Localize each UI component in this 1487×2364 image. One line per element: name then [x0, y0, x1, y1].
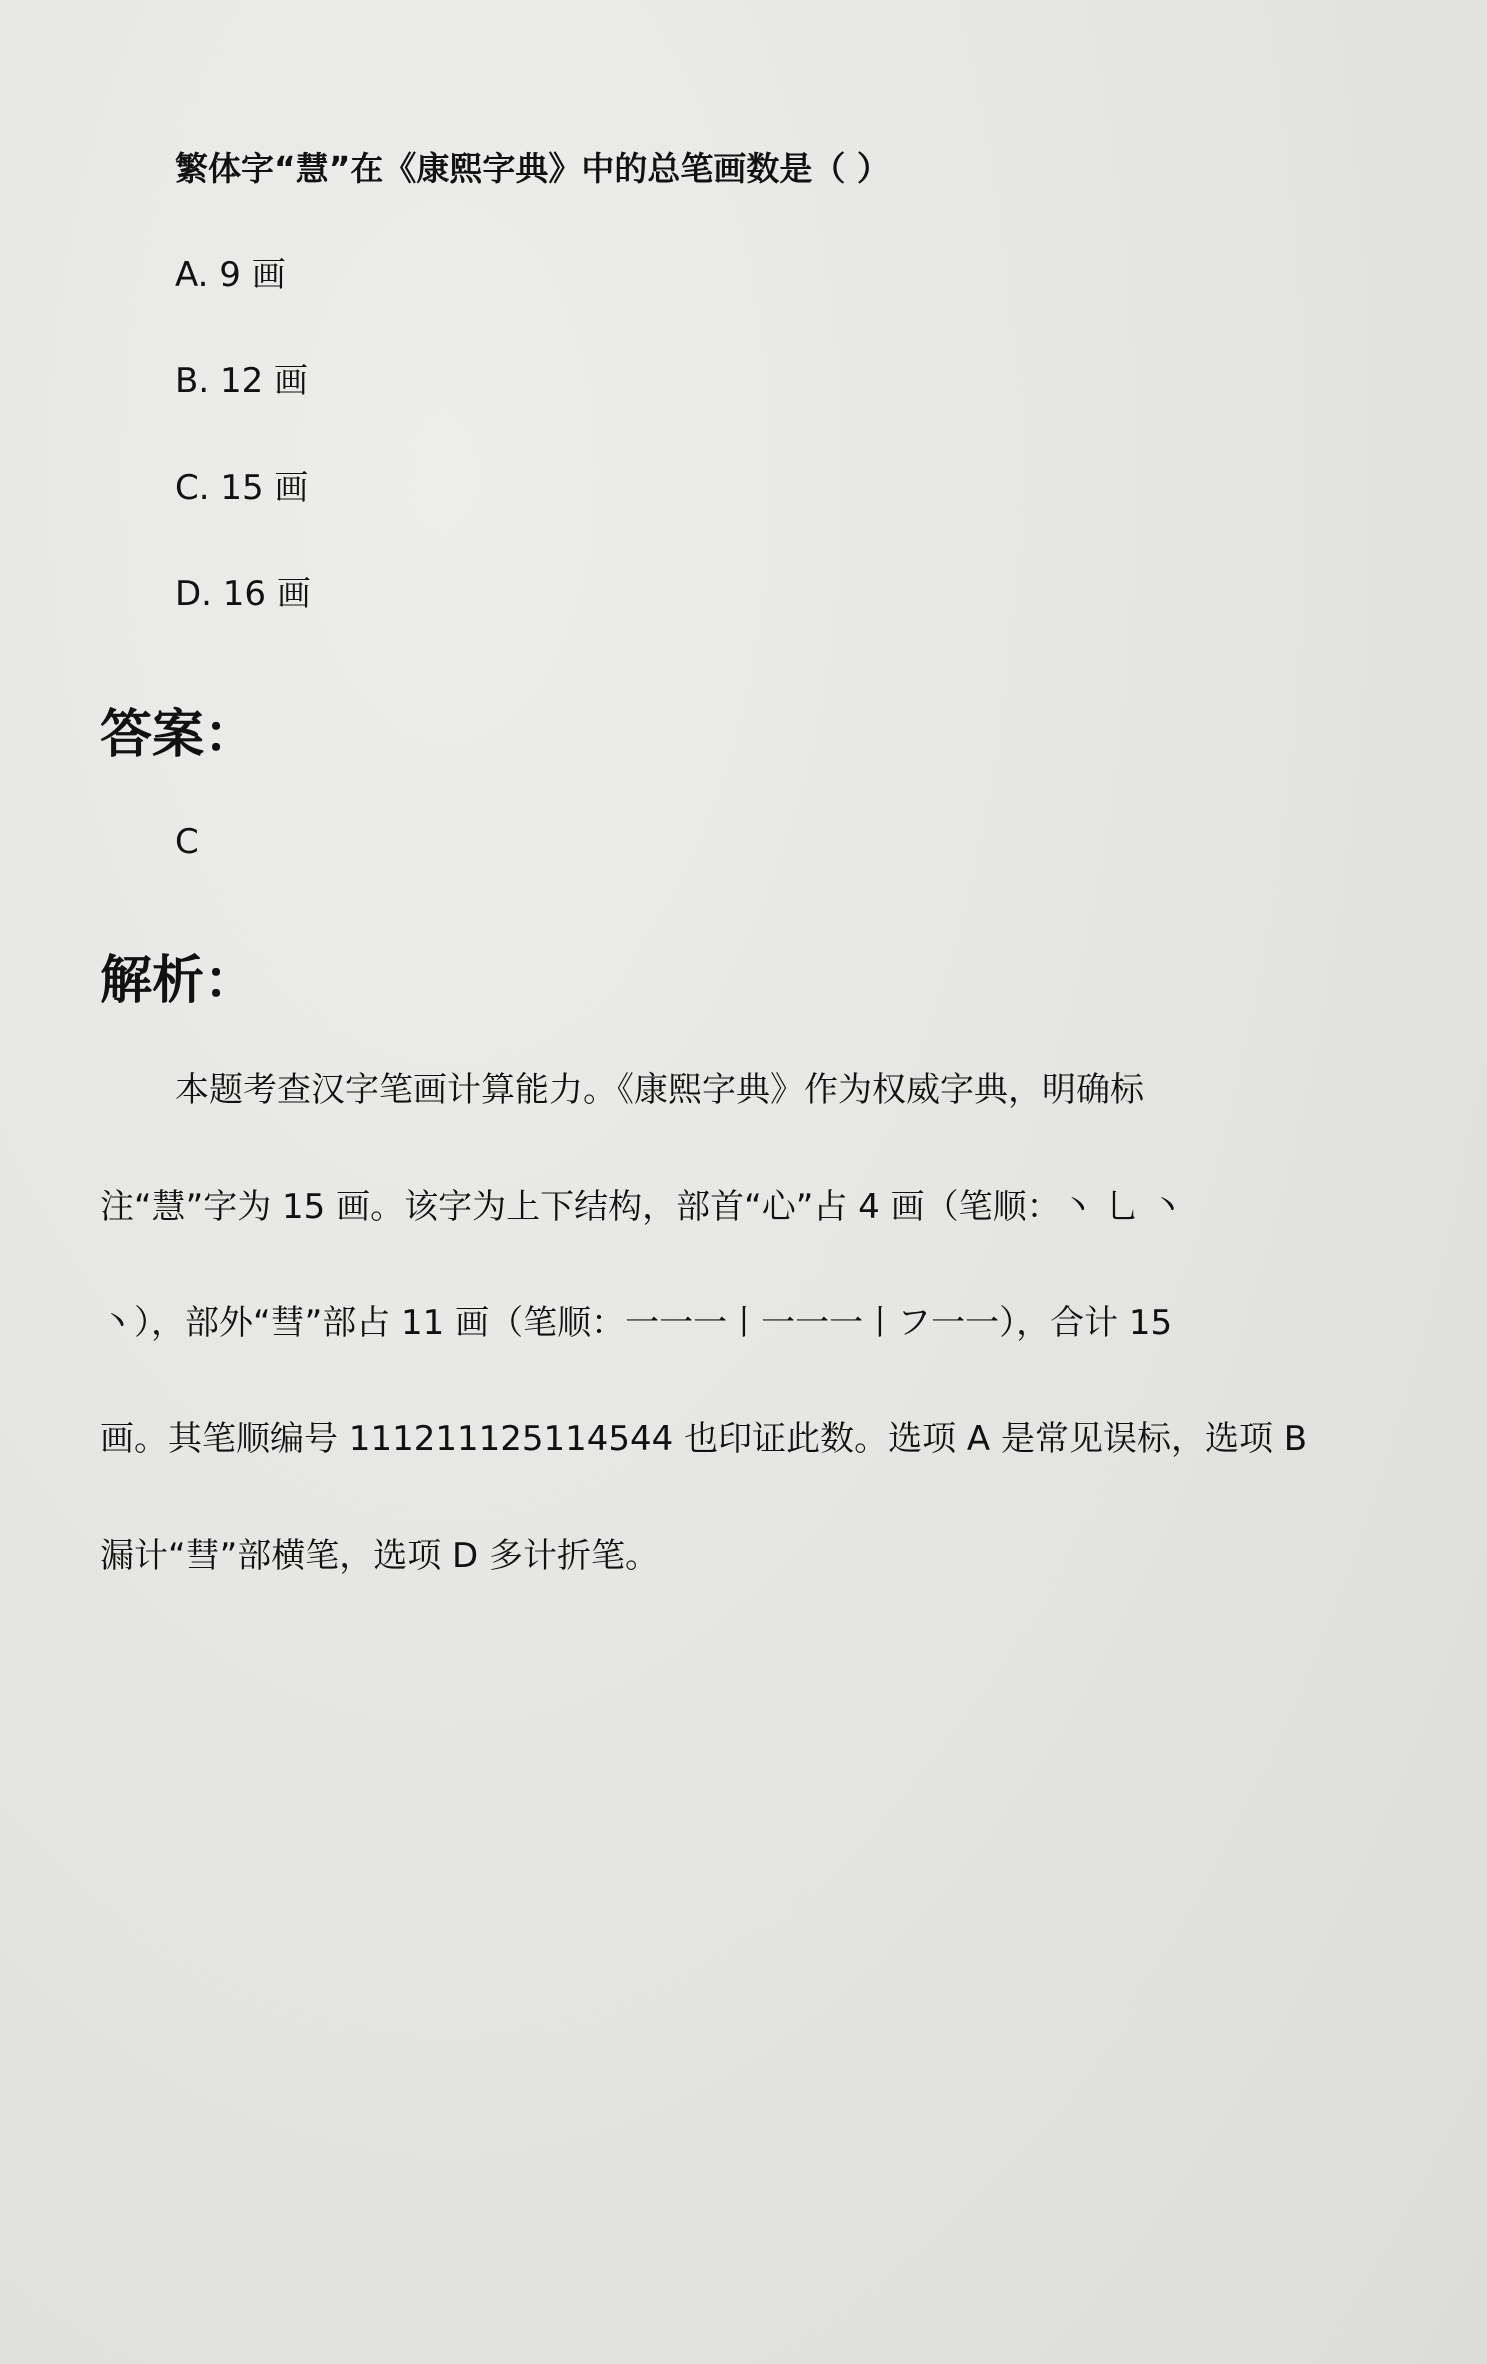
- option-b: B. 12 画: [175, 361, 309, 401]
- option-a: A. 9 画: [175, 255, 286, 295]
- answer-heading: 答案：: [100, 705, 257, 765]
- analysis-line-1: 本题考查汉字笔画计算能力。《康熙字典》作为权威字典，明确标: [175, 1070, 1144, 1110]
- analysis-line-4: 画。其笔顺编号 111211125114544 也印证此数。选项 A 是常见误标，选项 B: [100, 1419, 1308, 1459]
- question-text: 繁体字“慧”在《康熙字典》中的总笔画数是（ ）: [175, 149, 890, 188]
- analysis-line-3: 丶），部外“彗”部占 11 画（笔顺：一一一丨一一一丨フ一一），合计 15: [100, 1303, 1173, 1343]
- option-c: C. 15 画: [175, 468, 309, 508]
- analysis-line-2: 注“慧”字为 15 画。该字为上下结构，部首“心”占 4 画（笔顺：丶 乚 丶: [100, 1187, 1185, 1227]
- answer-value: C: [175, 822, 199, 862]
- analysis-heading: 解析：: [100, 951, 257, 1011]
- option-d: D. 16 画: [175, 574, 311, 614]
- analysis-line-5: 漏计“彗”部横笔，选项 D 多计折笔。: [100, 1536, 660, 1576]
